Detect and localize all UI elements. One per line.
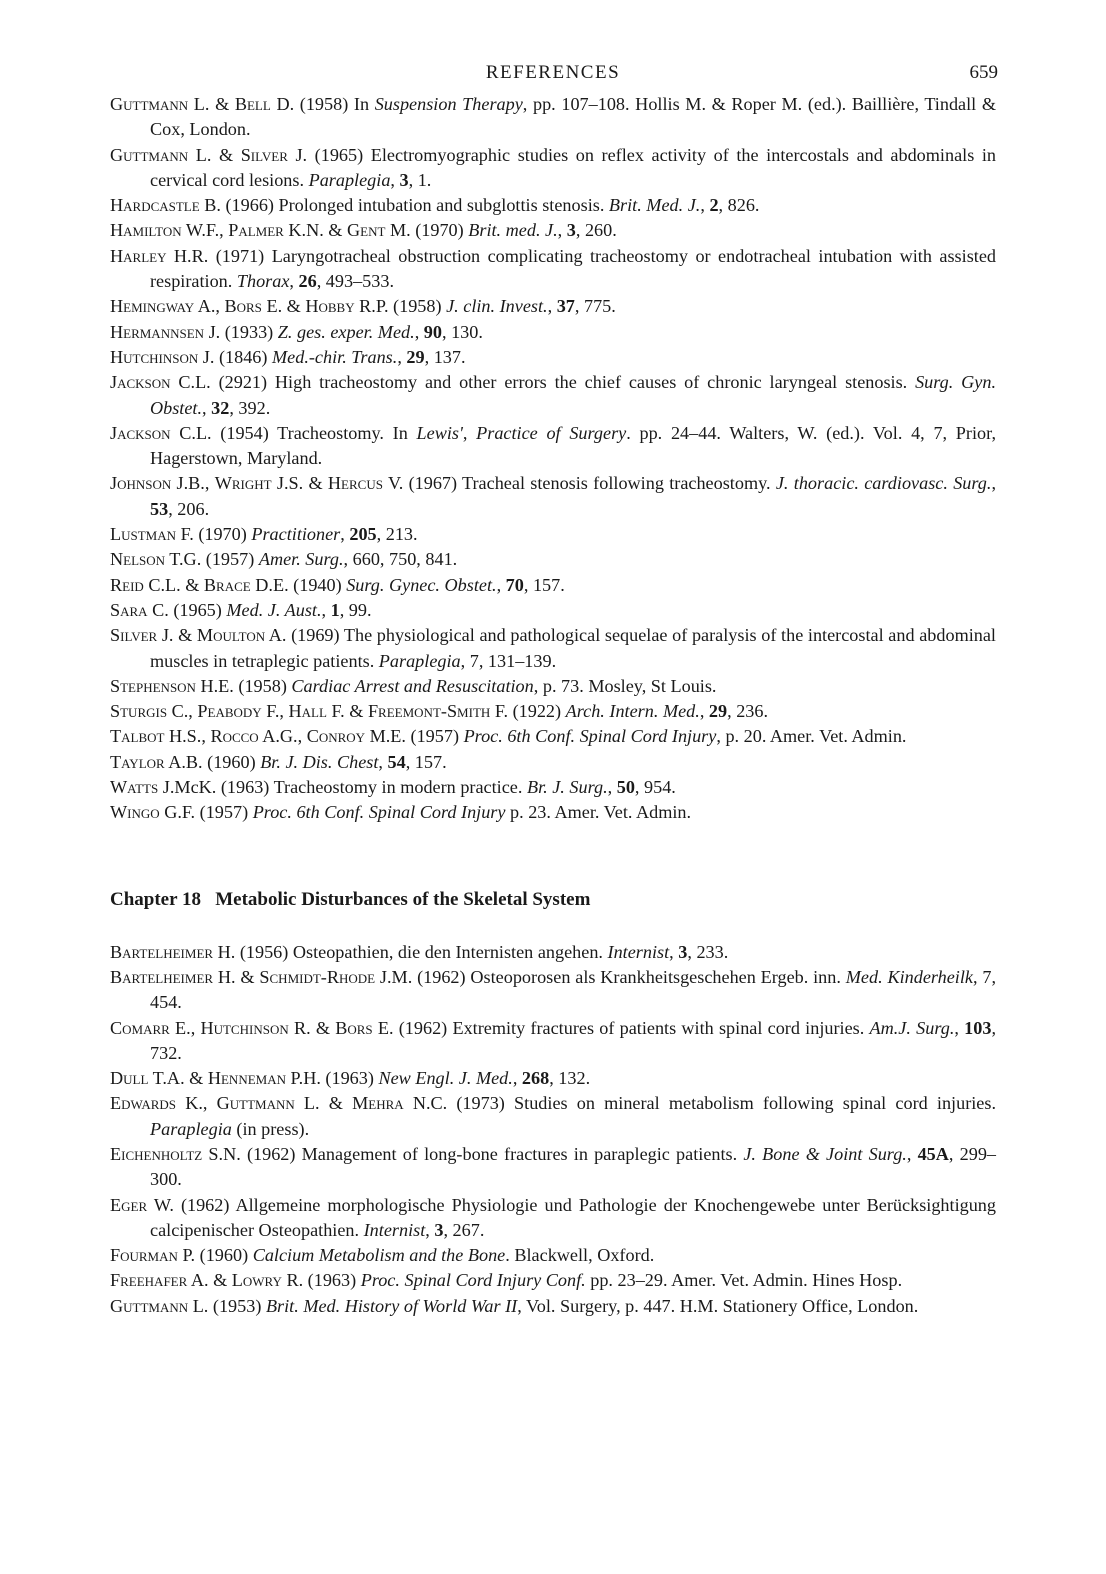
citation-text: W. (1962) Allgemeine morphologische Physiologie und Pathologie der Knochengewebe unter Berücksightigung calcipenischer Osteopathien. [147,1194,996,1240]
running-head [110,62,996,92]
reference-entry [110,724,996,749]
author-name: Harley [110,245,167,266]
citation-text: P. (1960) [177,1245,253,1266]
author-name: Gent [347,220,386,241]
journal-title: Br. J. Surg. [526,777,608,798]
chapter-heading: Chapter 18 Metabolic Disturbances of the Skeletal System [110,888,591,910]
citation-text: , 236. [727,701,769,722]
citation-text: , 213. [376,524,418,545]
journal-title: Z. ges. exper. Med. [277,321,415,342]
citation-text: V. (1967) Tracheal stenosis following tracheostomy. [382,473,776,494]
author-name: Eger [110,1194,148,1215]
reference-entry [110,471,996,522]
volume-number: 37 [556,296,575,317]
author-name: Wingo [110,802,160,823]
author-name: Henneman [207,1068,286,1089]
citation-text: , 7, 454. [150,966,997,1013]
citation-text: , 954. [634,777,676,798]
citation-text: , [991,473,996,494]
author-name: Hemingway [110,296,195,317]
citation-text: F. (1970) [176,524,252,545]
citation-text: C. (1965) [147,599,227,620]
citation-text: , [397,346,407,367]
running-head-title: REFERENCES [485,62,621,83]
author-name: Silver [110,625,158,646]
citation-text: , [425,1219,435,1240]
reference-entry [110,1016,996,1067]
citation-text: J. (1846) [198,346,273,367]
journal-title: Lewis' [416,422,463,443]
author-name: Bors [335,1017,373,1038]
citation-text: , 392. [229,397,271,418]
author-name: Taylor [110,751,165,772]
citation-text: , [699,701,709,722]
citation-text: C.L. (2921) High tracheostomy and other errors the chief causes of chronic laryngeal stenosis. [170,372,916,393]
journal-title: J. Bone & Joint Surg. [743,1143,907,1164]
citation-text: L. & [188,144,241,165]
author-name: Freehafer [110,1270,188,1291]
volume-number: 103 [964,1017,992,1038]
author-name: Hobby [305,296,355,317]
citation-text: , [906,1143,918,1164]
citation-text: K.N. & [283,220,347,241]
author-name: Dull [110,1068,149,1089]
reference-entry [110,1066,996,1091]
volume-number: 1 [330,599,340,620]
citation-text: C., [167,701,198,722]
citation-text: . Blackwell, Oxford. [505,1245,655,1266]
volume-number: 32 [211,397,230,418]
author-name: Edwards [110,1093,177,1114]
author-name: Hamilton [110,220,182,241]
citation-text: , [414,321,424,342]
journal-title: Br. J. Dis. Chest [260,751,379,772]
citation-text: , 157. [523,574,565,595]
author-name: Wright [214,473,272,494]
page [110,62,996,1319]
citation-text: J.B., [171,473,215,494]
volume-number: 29 [708,701,728,722]
journal-title: Arch. Intern. Med. [565,701,700,722]
citation-text: D. (1958) In [270,94,375,114]
reference-entry [110,775,996,800]
citation-text: E., [169,1017,201,1038]
author-name: Conroy [306,726,366,747]
citation-text: C.L. (1954) Tracheostomy. In [170,422,417,443]
journal-title: Brit. Med. J. [608,195,701,216]
citation-text: N.C. (1973) Studies on mineral metabolism following spinal cord injuries. [403,1093,997,1114]
citation-text: , 493–533. [316,271,394,292]
journal-title: Thorax [236,271,290,292]
citation-text: , [289,271,299,292]
author-name: Mehra [352,1093,404,1114]
journal-title: Internist [607,941,670,962]
volume-number: 70 [505,574,524,595]
citation-text: F. (1922) [490,701,566,722]
reference-list [110,92,996,826]
citation-text: p. 23. Amer. Vet. Admin. [505,802,692,823]
reference-entry [110,1193,996,1244]
citation-text: , [378,751,388,772]
journal-title: J. clin. Invest. [446,296,548,317]
citation-text: A.B. (1960) [164,751,261,772]
citation-text: H. (1956) Osteopathien, die den Internisten angehen. [213,941,608,962]
citation-text: H.S., [164,726,211,747]
citation-text: J. & [157,625,197,646]
author-name: Nelson [110,549,166,570]
author-name: Bartelheimer [110,966,214,987]
citation-text: , 732. [150,1017,996,1063]
citation-text: pp. 23–29. Amer. Vet. Admin. Hines Hosp. [585,1270,903,1291]
journal-title: Cardiac Arrest and Resuscitation [291,675,534,696]
citation-text: E. (1962) Extremity fractures of patients with spinal cord injuries. [372,1017,870,1038]
citation-text: L. & [188,94,235,114]
author-name: Hermannsen [110,321,205,342]
author-name: Silver [240,144,288,165]
citation-text: J. (1933) [204,321,278,342]
citation-text: , 299–300. [150,1143,997,1190]
journal-title: Proc. 6th Conf. Spinal Cord Injury [463,726,717,747]
author-name: Moulton [196,625,266,646]
citation-text: D.E. (1940) [250,574,347,595]
volume-number: 53 [150,498,169,519]
journal-title: Med.-chir. Trans. [272,346,398,367]
author-name: Sara [110,599,148,620]
author-name: Bartelheimer [110,941,214,962]
reference-entry [110,940,996,965]
citation-text: S.N. (1962) Management of long-bone fractures in paraplegic patients. [202,1143,744,1164]
journal-title: Paraplegia [378,650,461,671]
author-name: Hercus [327,473,383,494]
citation-text: (in press). [231,1118,310,1139]
citation-text: A.G., [258,726,307,747]
author-name: Palmer [228,220,284,241]
citation-text: , 1. [408,169,432,190]
journal-title: Med. Kinderheilk [845,966,973,987]
reference-list [110,940,996,1319]
reference-entry [110,1268,996,1293]
journal-title: Practice of Surgery [476,422,627,443]
reference-entry [110,547,996,572]
journal-title: Surg. Gyn. Obstet. [150,372,997,418]
author-name: Eichenholtz [110,1143,203,1164]
journal-title: J. thoracic. cardiovasc. Surg. [775,473,992,494]
citation-text: J. (1965) Electromyographic studies on reflex activity of the intercostals and abdominals in cervical cord lesions. [150,144,996,190]
author-name: Johnson [110,473,172,494]
citation-text: T.G. (1957) [165,549,259,570]
citation-text: , 130. [441,321,483,342]
reference-entry [110,345,996,370]
reference-entry [110,699,996,724]
citation-text: , [202,397,212,418]
reference-entry [110,1243,996,1268]
reference-entry [110,218,996,243]
citation-text: R. & [288,1017,336,1038]
citation-text: G.F. (1957) [159,802,253,823]
volume-number: 45A [917,1143,949,1164]
citation-text: , 7, 131–139. [460,650,557,671]
citation-text: , 233. [687,941,729,962]
reference-entry [110,421,996,472]
citation-text: , [607,777,617,798]
author-name: Jackson [110,422,171,443]
citation-text: F., [261,701,289,722]
volume-number: 2 [709,195,719,216]
citation-text: , [462,422,477,443]
citation-text: C.L. & [143,574,204,595]
citation-text: P.H. (1963) [286,1068,379,1089]
author-name: Hutchinson [110,346,199,367]
reference-entry [110,370,996,421]
author-name: Comarr [110,1017,170,1038]
citation-text: , [512,1068,522,1089]
reference-entry [110,598,996,623]
journal-title: Proc. 6th Conf. Spinal Cord Injury [252,802,506,823]
citation-text: , [954,1017,965,1038]
citation-text: , [321,599,331,620]
reference-entry [110,800,996,825]
author-name: Bors [224,296,262,317]
author-name: Hutchinson [200,1017,289,1038]
volume-number: 26 [298,271,317,292]
author-name: Peabody [197,701,262,722]
citation-text: H. & [213,966,260,987]
citation-text: J.S. & [271,473,328,494]
volume-number: 205 [349,524,377,545]
reference-entry [110,522,996,547]
journal-title: Suspension Therapy [374,94,523,114]
author-name: Rocco [210,726,259,747]
journal-title: Proc. Spinal Cord Injury Conf. [360,1270,586,1291]
citation-text: , [669,941,679,962]
citation-text: , 775. [574,296,616,317]
citation-text: L. & [294,1093,353,1114]
reference-entry [110,92,996,143]
reference-entry [110,193,996,218]
citation-text: , [557,220,567,241]
journal-title: Amer. Surg. [258,549,344,570]
citation-text: , 157. [405,751,447,772]
reference-entry [110,573,996,598]
author-name: Talbot [110,726,165,747]
references-section-chapter-17 [110,92,996,826]
journal-title: Paraplegia [308,169,391,190]
journal-title: Brit. Med. History of World War II [265,1295,518,1316]
reference-entry [110,674,996,699]
author-name: Hardcastle [110,195,200,216]
page-number: 659 [969,62,998,83]
citation-text: L. (1953) [188,1295,266,1316]
citation-text: A. & [187,1270,232,1291]
reference-entry [110,1142,996,1193]
volume-number: 268 [521,1068,550,1089]
author-name: Brace [203,574,251,595]
journal-title: Internist [363,1219,426,1240]
citation-text: R.P. (1958) [354,296,447,317]
references-section-chapter-18 [110,889,996,1319]
author-name: Guttmann [110,94,189,114]
citation-text: K., [176,1093,217,1114]
citation-text: , [547,296,557,317]
author-name: Watts [110,777,159,798]
citation-text: , Vol. Surgery, p. 447. H.M. Stationery Office, London. [517,1295,919,1316]
reference-entry [110,750,996,775]
volume-number: 3 [678,941,688,962]
author-name: Hall [288,701,327,722]
citation-text: , [390,169,400,190]
journal-title: Practitioner [251,524,341,545]
citation-text: , 267. [443,1219,485,1240]
journal-title: Brit. med. J. [468,220,558,241]
citation-text: H.R. (1971) Laryngotracheal obstruction complicating tracheostomy or endotracheal intubation with assisted respiration. [150,245,996,292]
citation-text: R. (1963) [281,1270,361,1291]
citation-text: , 826. [718,195,760,216]
citation-text: , [700,195,710,216]
journal-title: Surg. Gynec. Obstet. [346,574,497,595]
citation-text: , [340,524,350,545]
citation-text: , 137. [424,346,466,367]
volume-number: 54 [387,751,406,772]
author-name: Guttmann [110,1295,189,1316]
reference-entry [110,623,996,674]
citation-text: , pp. 107–108. Hollis M. & Roper M. (ed.). Baillière, Tindall & Cox, London. [150,94,996,140]
citation-text: . pp. 24–44. Walters, W. (ed.). Vol. 4, 7, Prior, Hagerstown, Maryland. [150,422,996,469]
author-name: Jackson [110,372,171,393]
volume-number: 3 [566,220,576,241]
citation-text: , [496,574,506,595]
citation-text: J.M. (1962) Osteoporosen als Krankheitsgeschehen Ergeb. inn. [375,966,846,987]
volume-number: 3 [399,169,409,190]
journal-title: Med. J. Aust. [226,599,322,620]
author-name: Lustman [110,524,177,545]
citation-text: M.E. (1957) [365,726,464,747]
author-name: Freemont-Smith [367,701,491,722]
reference-entry [110,143,996,194]
citation-text: H.E. (1958) [195,675,292,696]
reference-entry [110,1091,996,1142]
citation-text: E. & [261,296,306,317]
author-name: Guttmann [110,144,189,165]
author-name: Lowry [231,1270,282,1291]
citation-text: J.McK. (1963) Tracheostomy in modern practice. [158,777,527,798]
citation-text: T.A. & [148,1068,208,1089]
citation-text: A. (1969) The physiological and pathological sequelae of paralysis of the intercostal and abdominal muscles in tetraplegic patients. [150,625,996,671]
citation-text: , 660, 750, 841. [343,549,458,570]
volume-number: 3 [434,1219,444,1240]
citation-text: , 99. [339,599,372,620]
journal-title: Am.J. Surg. [869,1017,955,1038]
author-name: Guttmann [216,1093,295,1114]
reference-entry [110,244,996,295]
reference-entry [110,965,996,1016]
citation-text: M. (1970) [385,220,469,241]
citation-text: , p. 73. Mosley, St Louis. [533,675,717,696]
citation-text: W.F., [181,220,229,241]
citation-text: , 206. [168,498,210,519]
reference-entry [110,294,996,319]
author-name: Reid [110,574,144,595]
volume-number: 50 [616,777,635,798]
journal-title: Calcium Metabolism and the Bone [252,1245,506,1266]
citation-text: F. & [326,701,368,722]
author-name: Bell [234,94,271,114]
reference-entry [110,1294,996,1319]
author-name: Schmidt-Rhode [259,966,376,987]
volume-number: 90 [423,321,442,342]
journal-title: Paraplegia [150,1118,232,1139]
citation-text: B. (1966) Prolonged intubation and subglottis stenosis. [199,195,609,216]
reference-entry [110,320,996,345]
citation-text: , 132. [549,1068,591,1089]
citation-text: , p. 20. Amer. Vet. Admin. [716,726,907,747]
journal-title: New Engl. J. Med. [378,1068,513,1089]
author-name: Stephenson [110,675,196,696]
author-name: Sturgis [110,701,168,722]
author-name: Fourman [110,1245,178,1266]
citation-text: , 260. [575,220,617,241]
citation-text: A., [194,296,225,317]
volume-number: 29 [406,346,425,367]
